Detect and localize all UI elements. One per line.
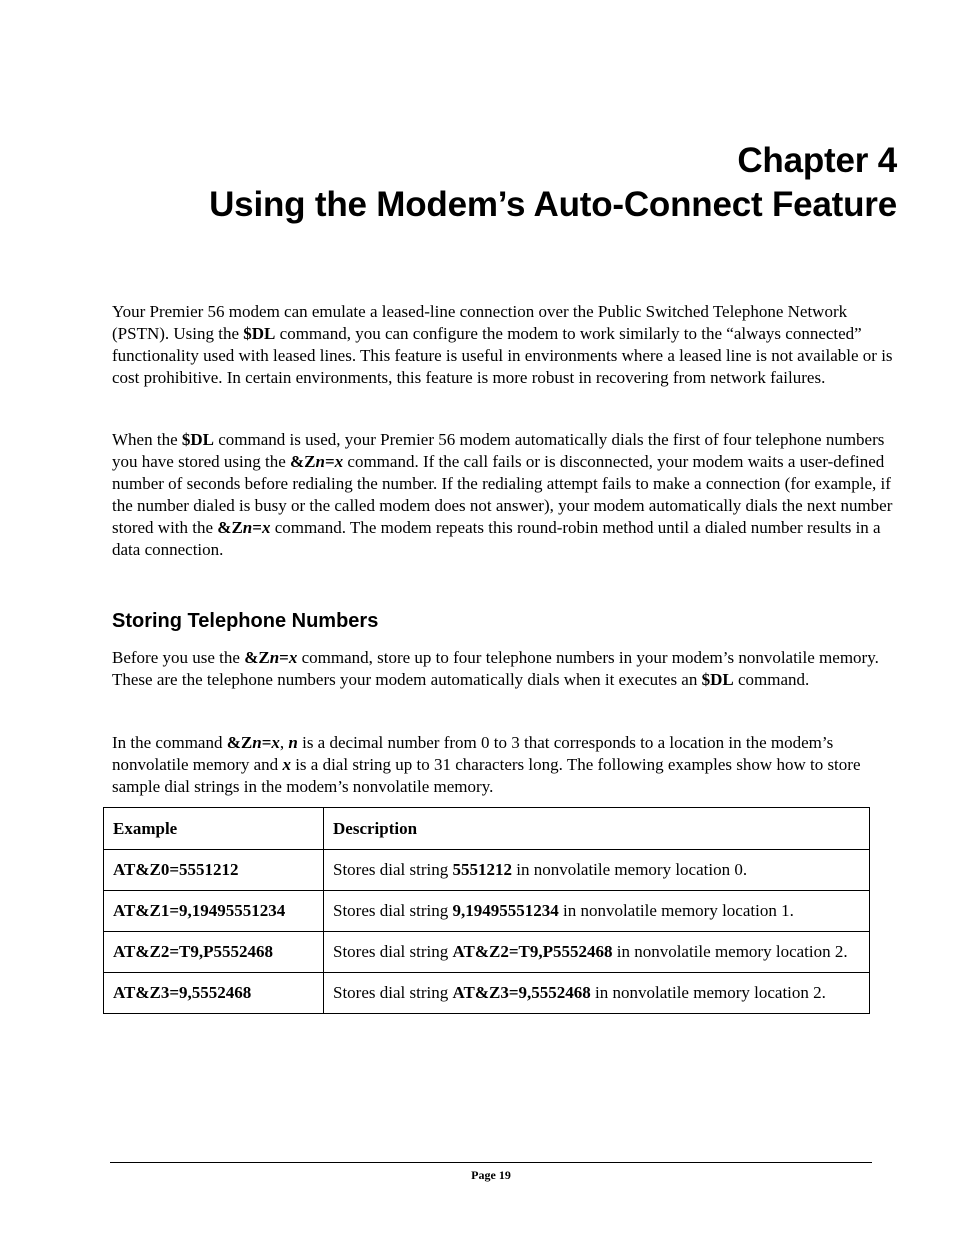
text-run: command. The modem repeats this round-robin method until a dialed number results in a data connection. [112,518,881,559]
command-zn [217,518,270,537]
chapter-number: Chapter 4 [737,141,897,180]
example-cell: AT&Z3=9,5552468 [104,973,324,1014]
command-part: &Z [290,452,316,471]
table-header-row [104,808,870,850]
description-cell [324,891,870,932]
text-run: command. If the call fails or is disconnected, your modem waits a user-defined number of seconds before redialing the number. If the redialing attempt fails to make a connection (for example, if the number dialed is busy or the called modem does not answer), your modem automatically dials the next number stored with the [112,452,893,537]
section-paragraph-2 [112,732,902,798]
command-part: = [252,518,262,537]
page-number: Page 19 [471,1168,511,1182]
text-run: in nonvolatile memory location 1. [558,901,794,920]
command-zn [290,452,343,471]
command-dl: $DL [243,324,276,343]
command-zn [244,648,297,667]
description-cell [324,973,870,1014]
command-part: n [252,733,262,752]
table-row [104,850,870,891]
command-part: = [324,452,335,471]
header-example: Example [104,808,324,850]
dial-string: 5551212 [452,860,512,879]
command-part: n [242,518,253,537]
text-run: in nonvolatile memory location 0. [511,860,748,879]
text-run: Stores dial string [333,942,453,961]
table-row [104,932,870,973]
command-part: &Z [244,648,270,667]
text-run: Stores dial string [333,860,453,879]
command-part: &Z [217,518,243,537]
text-run: Stores dial string [333,901,453,920]
text-run: command. [733,670,810,689]
description-cell [324,850,870,891]
intro-paragraph-2 [112,429,902,561]
command-part: x [288,648,298,667]
variable-n: n [288,733,298,752]
text-run: command, store up to four telephone numbers in your modem’s nonvolatile memory. These are the telephone numbers your modem automatically dials when it executes an [112,648,879,689]
text-run: is a decimal number from 0 to 3 that corresponds to a location in the modem’s nonvolatile memory and [112,733,834,774]
text-run: Before you use the [112,648,245,667]
dial-string: AT&Z3=9,5552468 [452,983,591,1002]
command-part: n [269,648,280,667]
text-run: Stores dial string [333,983,453,1002]
command-part: = [261,733,272,752]
table-row [104,891,870,932]
description-cell [324,932,870,973]
text-run: command is used, your Premier 56 modem automatically dials the first of four telephone numbers you have stored using the [112,430,885,471]
example-cell: AT&Z2=T9,P5552468 [104,932,324,973]
intro-paragraph-1 [112,301,902,389]
text-run: , [279,733,289,752]
command-part: = [279,648,289,667]
examples-table [103,807,870,1014]
text-run: When the [112,430,182,449]
dial-string: AT&Z2=T9,P5552468 [452,942,613,961]
command-dl: $DL [701,670,734,689]
command-part: x [334,452,344,471]
section-paragraph-1 [112,647,902,691]
section-heading: Storing Telephone Numbers [112,610,379,632]
header-description: Description [324,808,870,850]
text-run: In the command [112,733,227,752]
command-part: x [261,518,271,537]
dial-string: 9,19495551234 [452,901,559,920]
command-part: &Z [226,733,253,752]
text-run: is a dial string up to 31 characters long. The following examples show how to store sample dial strings in the modem’s nonvolatile memory. [112,755,861,796]
table-row [104,973,870,1014]
command-part: n [315,452,325,471]
text-run: Your Premier 56 modem can emulate a leased-line connection over the Public Switched Telephone Network (PSTN). Using the [112,302,848,343]
command-zn [227,733,280,752]
text-run: in nonvolatile memory location 2. [590,983,826,1002]
chapter-heading [100,139,897,227]
text-run: command, you can configure the modem to work similarly to the “always connected” functionality used with leased lines. This feature is useful in environments where a leased line is not available or is cost prohibitive. In certain environments, this feature is more robust in recovering from network failures. [112,324,893,387]
text-run: in nonvolatile memory location 2. [612,942,848,961]
footer-rule [110,1162,872,1163]
variable-x: x [282,755,291,774]
example-cell: AT&Z1=9,19495551234 [104,891,324,932]
command-part: x [271,733,280,752]
example-cell: AT&Z0=5551212 [104,850,324,891]
chapter-title: Using the Modem’s Auto-Connect Feature [209,185,897,224]
command-dl: $DL [181,430,214,449]
